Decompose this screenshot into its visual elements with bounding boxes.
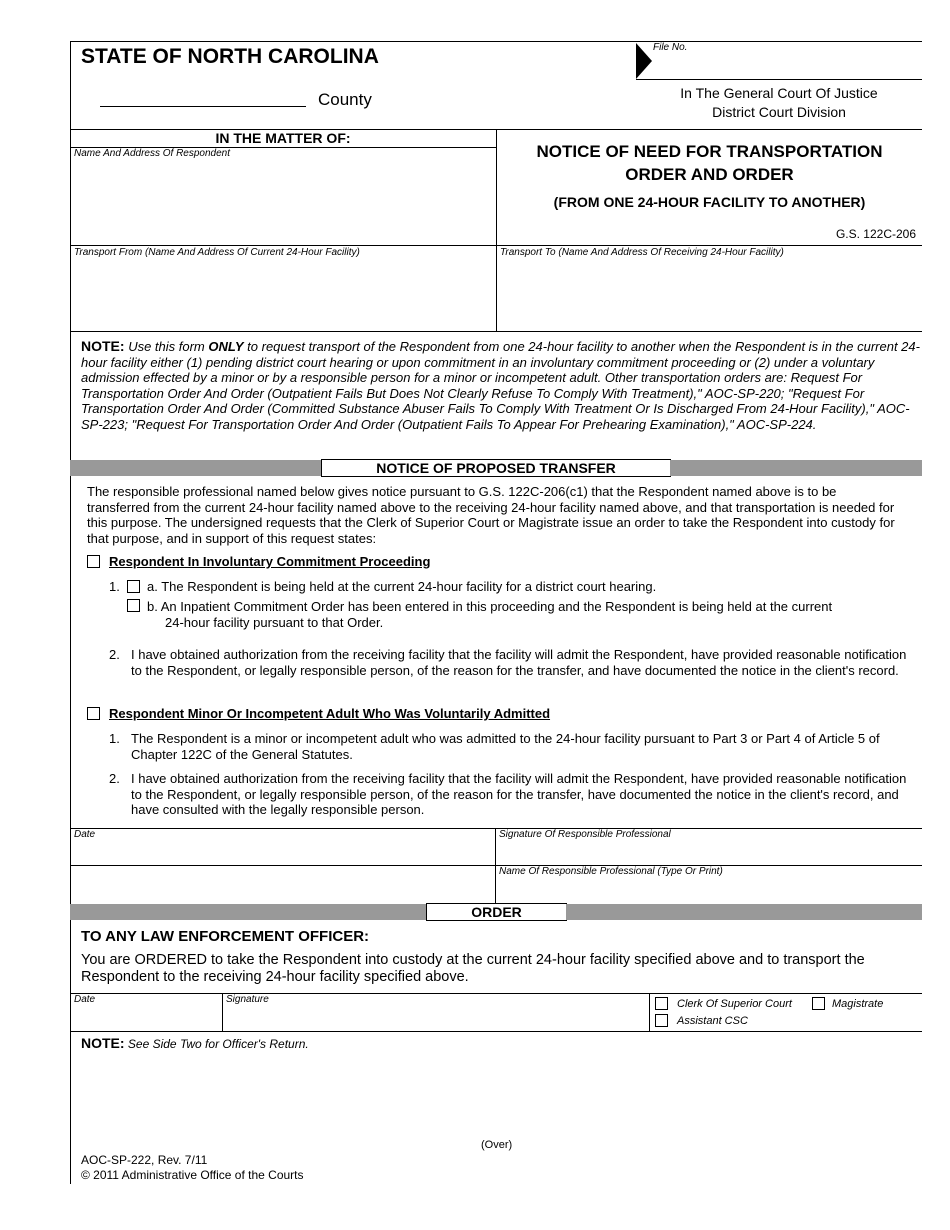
transport-to-label: Transport To (Name And Address Of Receiving 24-Hour Facility) bbox=[500, 247, 784, 258]
involuntary-commitment-checkbox[interactable] bbox=[87, 555, 100, 568]
inpatient-order-checkbox[interactable] bbox=[127, 599, 140, 612]
transport-top-line bbox=[70, 245, 922, 246]
s1-item-b-line-1: b. An Inpatient Commitment Order has been entered in this proceeding and the Respondent is being held at the current bbox=[147, 599, 833, 614]
order-date-label: Date bbox=[74, 994, 96, 1005]
note-text-a: Use this form bbox=[128, 339, 205, 354]
note-text-b: to request transport of the Respondent from one 24-hour facility to another when the Respondent is in the current 24-hour facility either (1) pending district court hearing or upon commitment in an involuntary commitment proceeding or (2) under a voluntary admission effected by a minor or by a responsible person for a minor or incompetent adult. Other transportation orders are: Request For Transportation Order And Order (Outpatient Fails But Does Not Clearly Refuse To Comply With Treatment)," AOC-SP-220; "Request For Transportation Order And Order (Committed Substance Abuser Fails To Comply With Treatment Or Is Discharged From 24-Hour Facility)," AOC-SP-223; "Request For Transportation Order And Order (Outpatient Fails To Appear For Prehearing Examination)," AOC-SP-224. bbox=[81, 339, 920, 432]
court-name bbox=[636, 84, 922, 122]
transport-bottom-line bbox=[70, 331, 922, 332]
s2-num-2: 2. bbox=[109, 771, 120, 786]
over-label: (Over) bbox=[481, 1139, 513, 1151]
footer-note bbox=[81, 1035, 309, 1051]
note-only: ONLY bbox=[208, 339, 244, 354]
note-label: NOTE: bbox=[81, 338, 125, 354]
matter-heading: IN THE MATTER OF: bbox=[215, 130, 351, 146]
respondent-name-label: Name And Address Of Respondent bbox=[74, 148, 231, 159]
s2-item-1: The Respondent is a minor or incompetent adult who was admitted to the 24-hour facility pursuant to Part 3 or Part 4 of Article 5 of Chapter 122C of the General Statutes. bbox=[131, 731, 880, 762]
notice-intro: The responsible professional named below gives notice pursuant to G.S. 122C-206(c1) that the Respondent named above is to be transferred from the current 24-hour facility named above to the receiving 24-hour facility named above, and that transportation is needed for this purpose. The undersigned requests that the Clerk of Superior Court or Magistrate issue an order to take the Respondent into custody for that purpose, and in support of this request states: bbox=[87, 484, 895, 546]
county-label: County bbox=[318, 90, 372, 109]
copyright: © 2011 Administrative Office of the Courts bbox=[81, 1168, 304, 1182]
statute-ref: G.S. 122C-206 bbox=[835, 227, 916, 241]
county-blank-line bbox=[100, 106, 306, 107]
professional-name-label: Name Of Responsible Professional (Type Or Print) bbox=[499, 866, 723, 877]
court-line-2: District Court Division bbox=[712, 104, 846, 120]
form-id: AOC-SP-222, Rev. 7/11 bbox=[81, 1153, 208, 1167]
order-date-divider bbox=[222, 993, 223, 1031]
s1-item-2: I have obtained authorization from the receiving facility that the facility will admit the Respondent, have provided reasonable notification to the Respondent, or legally responsible person, of the reason for the transfer, and have documented the notice in the client's record. bbox=[131, 647, 907, 678]
left-border bbox=[70, 41, 71, 1184]
magistrate-checkbox[interactable] bbox=[812, 997, 825, 1010]
footer-note-label: NOTE: bbox=[81, 1035, 125, 1051]
file-arrow-icon bbox=[636, 43, 652, 79]
s1-num-2: 2. bbox=[109, 647, 120, 662]
held-for-hearing-checkbox[interactable] bbox=[127, 580, 140, 593]
voluntary-admission-checkbox[interactable] bbox=[87, 707, 100, 720]
assistant-csc-label: Assistant CSC bbox=[677, 1015, 748, 1027]
order-sig-divider bbox=[649, 993, 650, 1031]
order-text: You are ORDERED to take the Respondent into custody at the current 24-hour facility specified above and to transport the Respondent to the receiving 24-hour facility specified above. bbox=[81, 952, 865, 985]
s1-num-1: 1. bbox=[109, 579, 120, 594]
order-bar-left bbox=[70, 904, 427, 920]
file-no-label: File No. bbox=[653, 42, 688, 53]
sig-middle-line bbox=[70, 865, 922, 866]
state-title: STATE OF NORTH CAROLINA bbox=[81, 45, 379, 68]
s1-item-a: a. The Respondent is being held at the current 24-hour facility for a district court hearing. bbox=[147, 579, 657, 594]
s2-num-1: 1. bbox=[109, 731, 120, 746]
clerk-checkbox[interactable] bbox=[655, 997, 668, 1010]
footer-note-text: See Side Two for Officer's Return. bbox=[127, 1037, 309, 1051]
section2-title: Respondent Minor Or Incompetent Adult Who Was Voluntarily Admitted bbox=[109, 706, 551, 721]
assistant-csc-checkbox[interactable] bbox=[655, 1014, 668, 1027]
order-bar-right bbox=[566, 904, 922, 920]
form-title-line-1: NOTICE OF NEED FOR TRANSPORTATION bbox=[536, 142, 883, 161]
s1-item-b-line-2: 24-hour facility pursuant to that Order. bbox=[165, 614, 384, 630]
order-heading: ORDER bbox=[426, 903, 567, 921]
s2-item-2: I have obtained authorization from the receiving facility that the facility will admit the Respondent, have provided reasonable notification to the Respondent, or legally responsible person, of the reason for the transfer, have documented the notice in the client's record, and have consulted with the legally responsible person. bbox=[131, 771, 907, 817]
order-sig-bottom-line bbox=[70, 1031, 922, 1032]
s1-item-b bbox=[147, 599, 907, 630]
professional-signature-label: Signature Of Responsible Professional bbox=[499, 829, 671, 840]
instruction-note bbox=[81, 339, 931, 432]
notice-date-label: Date bbox=[74, 829, 96, 840]
sig-top-line bbox=[70, 828, 922, 829]
to-officer-heading: TO ANY LAW ENFORCEMENT OFFICER: bbox=[81, 928, 370, 945]
order-signature-label: Signature bbox=[226, 994, 269, 1005]
form-title bbox=[497, 140, 922, 186]
order-sig-top-line bbox=[70, 993, 922, 994]
notice-bar-right bbox=[670, 460, 922, 476]
form-title-line-2: ORDER AND ORDER bbox=[625, 165, 794, 184]
transport-from-label: Transport From (Name And Address Of Current 24-Hour Facility) bbox=[74, 247, 360, 258]
form-subtitle: (FROM ONE 24-HOUR FACILITY TO ANOTHER) bbox=[553, 194, 866, 210]
top-border bbox=[70, 41, 922, 42]
section1-title: Respondent In Involuntary Commitment Proceeding bbox=[109, 554, 431, 569]
file-no-line bbox=[636, 79, 922, 80]
notice-bar-left bbox=[70, 460, 322, 476]
notice-heading: NOTICE OF PROPOSED TRANSFER bbox=[321, 459, 671, 477]
court-line-1: In The General Court Of Justice bbox=[680, 85, 878, 101]
clerk-label: Clerk Of Superior Court bbox=[677, 998, 792, 1010]
magistrate-label: Magistrate bbox=[832, 998, 884, 1010]
